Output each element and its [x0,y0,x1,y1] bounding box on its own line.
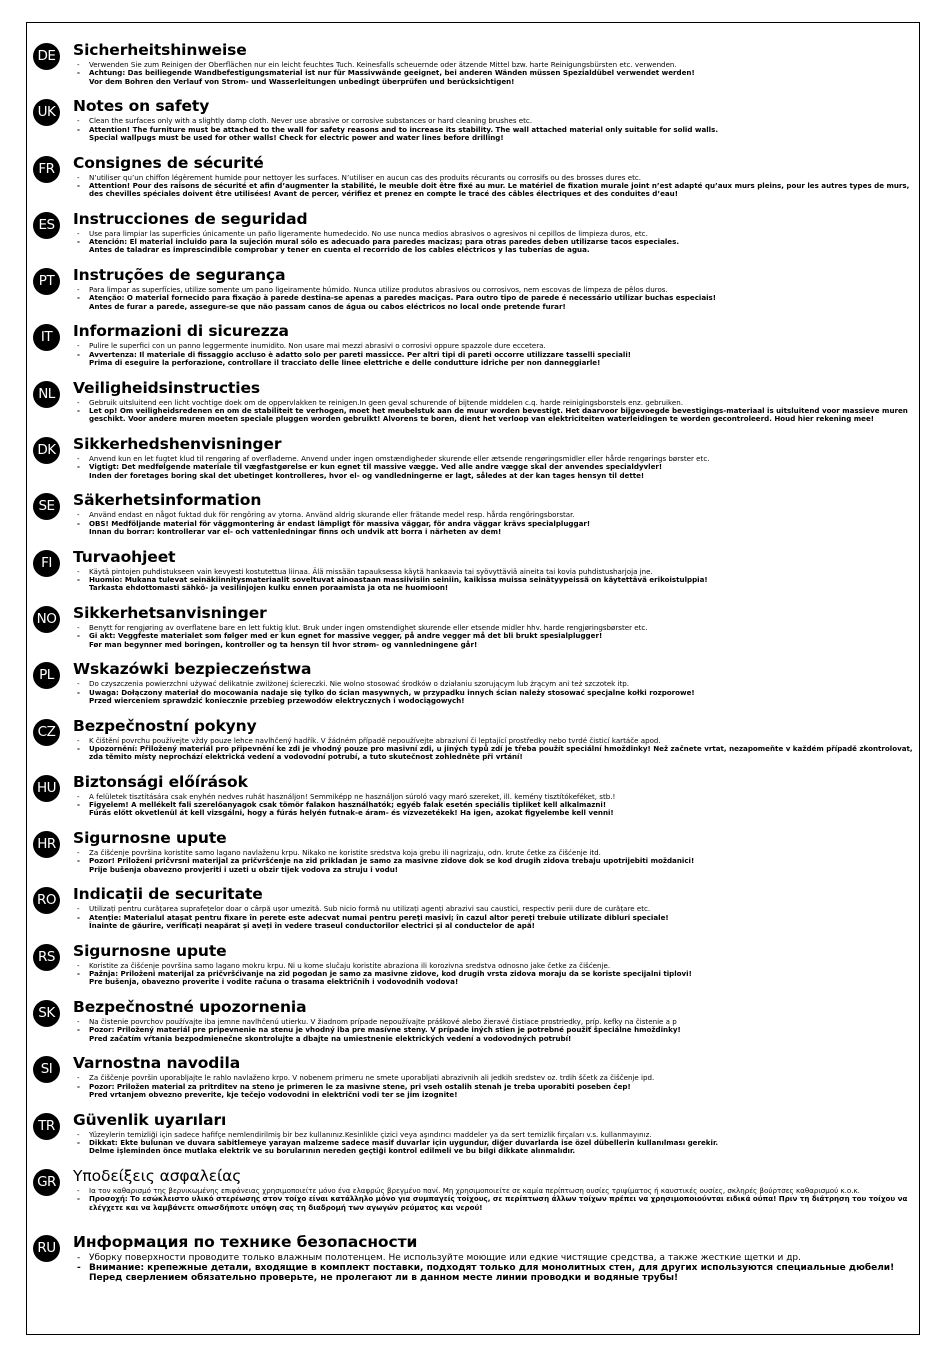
section-title: Varnostna navodila [73,1054,241,1073]
check-note: Antes de furar a parede, assegure-se que não passam canos de água ou cabos eléctricos no local onde pretende furar! [89,301,566,311]
check-note: Prima di eseguire la perforazione, controllare il tracciato delle linee elettriche e delle condutture idriche per non danneggiarle! [89,358,601,368]
care-note: - Utilizați pentru curățarea suprafețelor doar o cârpă ușor umezită. Sub nicio formă nu utilizați agenți abrazivi sau caustici, respectiv perii dure de curățare etc. [77,904,651,914]
section-title: Wskazówki bezpieczeństwa [73,660,312,679]
section-title: Υποδείξεις ασφαλείας [73,1166,242,1185]
country-badge: NL [33,381,60,408]
country-badge: RU [33,1235,60,1262]
section-es [33,210,913,266]
section-title: Bezpečnostné upozornenia [73,998,307,1017]
country-badge: SK [33,1000,60,1027]
section-fi [33,548,913,604]
warning-note: - Внимание: крепежные детали, входящие в комплект поставки, подходят только для монолитных стен, для других используются специальные дюбели! [77,1263,895,1274]
country-badge: DK [33,437,60,464]
warning-note: - Pozor! Priloženi pričvrsni materijal za pričvršćenje na zid prikladan je samo za masivne zidove dok se kod drugih zidova trebaju upotrijebiti moždanici! [77,856,695,866]
check-note: Înainte de găurire, verificați neapărat și aveți în vedere traseul conductorilor electrici și al conductelor de apă! [89,921,535,931]
safety-notes-list [33,41,913,1289]
care-note: - K čištění povrchu používejte vždy pouze lehce navlhčený hadřík. V žádném případě nepoužívejte abrazivní či leptající prostředky nebo tvrdé čisticí kartáče apod. [77,735,661,745]
care-note: - Za čišćenje površina koristite samo lagano navlaženu krpu. Nikako ne koristite sredstva koja grebu ili nagrizaju, odn. krute četke za čišćenje itd. [77,848,601,858]
warning-note: - Pozor: Priložen material za pritrditev na steno je primeren le za masivne stene, pri vseh ostalih stenah je treba uporabiti poseben čep! [77,1081,631,1091]
warning-note: - OBS! Medföljande material för väggmontering är endast lämpligt för massiva väggar, för andra väggar krävs specialpluggar! [77,518,591,528]
section-title: Notes on safety [73,97,210,116]
warning-note: - Pažnja: Priloženi materijal za pričvršćivanje na zid pogodan je samo za masivne zidove, kod drugih vrsta zidova moraju da se koriste specijalni tiplovi! [77,969,692,979]
check-note: Pred vrtanjem obvezno preverite, kje tečejo vodovodni in električni vodi ter se jim izognite! [89,1089,458,1099]
section-title: Bezpečnostní pokyny [73,716,257,735]
warning-note: - Achtung: Das beiliegende Wandbefestigungsmaterial ist nur für Massivwände geeignet, bei anderen Wänden müssen Spezialdübel verwendet werden! [77,68,695,78]
section-pl [33,660,913,716]
care-note: - N’utiliser qu’un chiffon légèrement humide pour nettoyer les surfaces. N’utiliser en aucun cas des produits récurants ou corrosifs ou des brosses dures etc. [77,172,642,182]
section-fr [33,154,913,210]
check-note: Перед сверлением обязательно проверьте, не пролегают ли в данном месте линии проводки и водяные трубы! [89,1273,679,1284]
warning-note: - Let op! Om veiligheidsredenen en om de stabiliteit te verhogen, moet het meubelstuk aan de muur worden bevestigt. Het daarvoor bijgevoegde bevestigings-materiaal is uitsluitend voor massieve muren geschikt. Voor andere muren moeten speciale pluggen worden gebruikt! Alvorens te boren, dient het verloop van elektriciteiten waterleidingen te worden gecontroleerd. Houd hier rekening mee! [77,406,908,424]
country-badge: SI [33,1056,60,1083]
country-badge: DE [33,43,60,70]
care-note: - Za čiščenje površin uporabljajte le rahlo navlaženo krpo. V nobenem primeru ne smete uporabljati abrazivnih ali jedkih sredstev oz. trdih ščetk za čiščenje ipd. [77,1073,655,1083]
care-note: - Anvend kun en let fugtet klud til rengøring af overfladerne. Anvend under ingen omstændigheder skurende eller ætsende rengøringsmidler eller hårde rengørings børster etc. [77,454,710,464]
country-badge: ES [33,212,60,239]
warning-note: - Dikkat: Ekte bulunan ve duvara sabitlemeye yarayan malzeme sadece masif duvarlar için uygundur, diğer duvarlarda ise özel dübellerin kullanılması gerekir. [77,1137,719,1147]
section-title: Sikkerhetsanvisninger [73,603,267,622]
country-badge: GR [33,1169,60,1196]
check-note: Delme işleminden önce mutlaka elektrik ve su borularının nereden geçtiği kontrol edilmeli ve bu bilgi dikkate alınmalıdır. [89,1146,576,1156]
section-title: Sikkerhedshenvisninger [73,435,282,454]
section-title: Veiligheidsinstructies [73,378,260,397]
country-badge: RO [33,887,60,914]
section-title: Информация по технике безопасности [73,1232,418,1251]
section-title: Sicherheitshinweise [73,41,247,59]
warning-note: - Uwaga: Dołączony materiał do mocowania nadaje się tylko do ścian masywnych, w przypadku innych ścian należy stosować specjalne kołki rozporowe! [77,687,695,697]
care-note: - Do czyszczenia powierzchni używać delikatnie zwilżonej ściereczki. Nie wolno stosować środków o działaniu szorującym lub żrącym ani też szczotek itp. [77,679,630,689]
warning-note: - Figyelem! A mellékelt fali szerelőanyagok csak tömör falakon használhatók; egyéb falak esetén speciális tipliket kell alkalmazni! [77,800,607,810]
country-badge: FR [33,156,60,183]
country-badge: SE [33,493,60,520]
country-badge: RS [33,944,60,971]
care-note: - Gebruik uitsluitend een licht vochtige doek om de oppervlakken te reinigen.In geen geval schurende of bijtende middelen c.q. harde reinigingsborstels enz. gebruiken. [77,397,683,407]
warning-note: - Atención: El material incluido para la sujeción mural sólo es adecuado para paredes macizas; para otras paredes deben utilizarse tacos especiales. [77,237,680,247]
check-note: Fúrás előtt okvetlenül át kell vizsgálni, hogy a fúrás helyén futnak-e áram- és vízvezetékek! Ha igen, azokat figyelembe kell venni! [89,808,614,818]
check-note: Tarkasta ehdottomasti sähkö- ja vesilinjojen kulku ennen poraamista ja ota ne huomioon! [89,583,449,593]
section-se [33,491,913,547]
warning-note: - Atenție: Materialul atașat pentru fixare în perete este adecvat numai pentru pereți masivi; în cazul altor pereți trebuie utilizate dibluri speciale! [77,912,669,922]
check-note: Pre bušenja, obavezno proverite i vodite računa o trasama električnih i vodovodnih vodova! [89,977,459,987]
care-note: - Clean the surfaces only with a slightly damp cloth. Never use abrasive or corrosive substances or hard cleaning brushes etc. [77,116,533,126]
country-badge: NO [33,606,60,633]
warning-note: - Pozor: Priložený materiál pre pripevnenie na stenu je vhodný iba pre masívne steny. V prípade iných stien je potrebné použiť špeciálne hmoždinky! [77,1025,681,1035]
care-note: - Уборку поверхности проводите только влажным полотенцем. Не используйте моющие или едкие чистящие средства, а также жесткие щетки и др. [77,1252,801,1263]
check-note: Special wallpugs must be used for other walls! Check for electric power and water lines before drilling! [89,132,504,142]
care-note: - Use para limpiar las superficies únicamente un paño ligeramente humedecido. No use nunca medios abrasivos o agresivos ni cepillos de limpieza duros, etc. [77,228,648,238]
care-note: - Ια τον καθαρισμό της βερνικωμένης επιφάνειας χρησιμοποιείτε μόνο ένα ελαφρώς βρεγμένο πανί. Μη χρησιμοποιείτε σε καμία περίπτωση ουσίες τριψίματος ή καυστικές ουσίες, σκληρές βούρτσες καθαρισμού κ.ο.κ. [77,1185,860,1195]
section-cz [33,717,913,773]
warning-note: - Attention! Pour des raisons de sécurité et afin d’augmenter la stabilité, le meuble doit être fixé au mur. Le matériel de fixation murale joint n’est adapté qu’aux murs pleins, pour les autres types de murs, des chevilles spéciales doivent être utilisées! Avant de percer, vérifiez et prenez en compte le tracé des câbles électriques et des conduites d’eau! [77,180,910,199]
section-gr [33,1167,913,1233]
care-note: - Käytä pintojen puhdistukseen vain kevyesti kostutettua liinaa. Älä missään tapauksessa käytä hankaavia tai syövyttäviä aineita tai kovia puhdistusharjoja jne. [77,566,653,576]
warning-note: - Gi akt: Veggfeste materialet som følger med er kun egnet for massive vegger, på andre vegger må det bli brukt spesialplugger! [77,631,603,641]
section-hr [33,829,913,885]
country-badge: IT [33,324,60,351]
section-it [33,322,913,378]
warning-note: - Upozornění: Přiložený materiál pro připevnění ke zdi je vhodný pouze pro masivní zdi, u jiných typů zdí je třeba použít speciální hmoždinky! Než začnete vrtat, nezapomeňte v každém případě zkontrolovat, zda těmito místy neprochází elektrická vedení a vodovodní potrubí, a tuto skutečnost zohledněte při vrtání! [77,743,913,762]
warning-note: - Avvertenza: Il materiale di fissaggio accluso è adatto solo per pareti massicce. Per altri tipi di pareti occorre utilizzare tasselli speciali! [77,349,632,359]
section-title: Sigurnosne upute [73,829,227,848]
section-de [33,41,913,97]
care-note: - Koristite za čišćenje površina samo lagano mokru krpu. Ni u kome slučaju koristite abraziona ili korozivna sredstva odnosno jake četke za čišćenje. [77,960,611,970]
section-tr [33,1111,913,1167]
country-badge: HU [33,775,60,802]
country-badge: PL [33,662,60,689]
warning-note: - Προσοχή: Το εσώκλειστο υλικό στερέωσης στον τοίχο είναι κατάλληλο μόνο για συμπαγείς τοίχους, σε περίπτωση άλλων τοίχων πρέπει να χρησιμοποιούνται ειδικά ούπα! Πριν τη διάτρηση του τοίχου να ελέγχετε και να λαμβάνετε οπωσδήποτε υπόψη σας τη διαδρομή των αγωγών ρεύματος και νερού! [77,1194,908,1212]
care-note: - Verwenden Sie zum Reinigen der Oberflächen nur ein leicht feuchtes Tuch. Keinesfalls scheuernde oder ätzende Mittel bzw. harte Reinigungsbürsten etc. verwenden. [77,60,677,69]
care-note: - Para limpar as superfícies, utilize somente um pano ligeiramente húmido. Nunca utilize produtos abrasivos ou corrosivos, nem escovas de limpeza de pêlos duros. [77,285,668,295]
section-title: Güvenlik uyarıları [73,1110,227,1129]
warning-note: - Vigtigt: Det medfølgende materiale til vægfastgørelse er kun egnet til massive vægge. Ved alle andre vægge skal der anvendes specialdyvler! [77,462,663,472]
section-no [33,604,913,660]
country-badge: PT [33,268,60,295]
section-title: Consignes de sécurité [73,153,264,172]
section-nl [33,379,913,435]
section-title: Informazioni di sicurezza [73,322,289,341]
section-title: Instrucciones de seguridad [73,209,308,228]
check-note: Przed wierceniem sprawdzić koniecznie przebieg przewodów elektrycznych i wodociągowych! [89,695,465,705]
country-badge: HR [33,831,60,858]
section-ro [33,885,913,941]
check-note: Antes de taladrar es imprescindible comprobar y tener en cuenta el recorrido de los cables eléctricos y las tuberías de agua. [89,245,590,255]
check-note: Innan du borrar: kontrollerar var el- och vattenledningar finns och undvik att borra i närheten av dem! [89,526,502,536]
section-title: Instruções de segurança [73,266,286,285]
check-note: Inden der foretages boring skal det ubetinget kontrolleres, hvor el- og vandledningerne er lagt, således at der kan tages hensyn til dette! [89,470,645,480]
section-sk [33,998,913,1054]
section-uk [33,97,913,153]
section-hu [33,773,913,829]
care-note: - Pulire le superfici con un panno leggermente inumidito. Non usare mai mezzi abrasivi o corrosivi oppure spazzole dure eccetera. [77,341,546,351]
care-note: - Använd endast en något fuktad duk för rengöring av ytorna. Använd aldrig skurande eller frätande medel resp. hårda rengöringsborstar. [77,510,575,520]
section-title: Sigurnosne upute [73,941,227,960]
section-pt [33,266,913,322]
section-title: Säkerhetsinformation [73,491,262,510]
country-badge: CZ [33,719,60,746]
country-badge: FI [33,550,60,577]
care-note: - Benytt for rengjøring av overflatene bare en lett fuktig klut. Bruk under ingen omstendighet skurende eller etsende midler hhv. harde rengjøringsbørster etc. [77,622,648,632]
section-rs [33,942,913,998]
warning-note: - Huomio: Mukana tulevat seinäkiinnitysmateriaalit soveltuvat ainoastaan massiivisiin seiniin, kaikissa muissa seinätyypeissä on käytettävä erikoistulppia! [77,574,708,584]
country-badge: UK [33,99,60,126]
check-note: Pred začatím vŕtania bezpodmienečne skontrolujte a dbajte na umiestnenie elektrických vedení a vodovodných potrubí! [89,1033,572,1043]
section-si [33,1054,913,1110]
care-note: - Yüzeylerin temizliği için sadece hafifçe nemlendirilmiş bir bez kullanınız.Kesinlikle çizici veya aşındırıcı maddeler ya da sert temizlik fırçaları v.s. kullanmayınız. [77,1129,652,1139]
section-title: Indicații de securitate [73,885,263,904]
country-badge: TR [33,1113,60,1140]
section-ru [33,1233,913,1289]
warning-note: - Atenção: O material fornecido para fixação à parede destina-se apenas a paredes maciças. Para outro tipo de parede é necessário utilizar buchas especiais! [77,293,717,303]
check-note: Prije bušenja obavezno provjeriti i uzeti u obzir tijek vodova za struju i vodu! [89,864,399,874]
section-title: Biztonsági előírások [73,772,248,791]
section-title: Turvaohjeet [73,547,176,566]
check-note: Vor dem Bohren den Verlauf von Strom- und Wasserleitungen unbedingt überprüfen und berücksichtigen! [89,76,515,86]
care-note: - Na čistenie povrchov používajte iba jemne navlhčenú utierku. V žiadnom prípade nepoužívajte práškové alebo žieravé čistiace prostriedky, príp. kefky na čistenie a p [77,1017,677,1027]
section-dk [33,435,913,491]
warning-note: - Attention! The furniture must be attached to the wall for safety reasons and to increase its stability. The wall attached material only suitable for solid walls. [77,124,719,134]
check-note: Før man begynner med boringen, kontroller og ta hensyn til hvor strøm- og vannledningene går! [89,639,478,649]
care-note: - A felületek tisztítására csak enyhén nedves ruhát használjon! Semmiképp ne használjon súroló vagy maró szereket, ill. kemény tisztítókeféket, stb.! [77,791,616,801]
